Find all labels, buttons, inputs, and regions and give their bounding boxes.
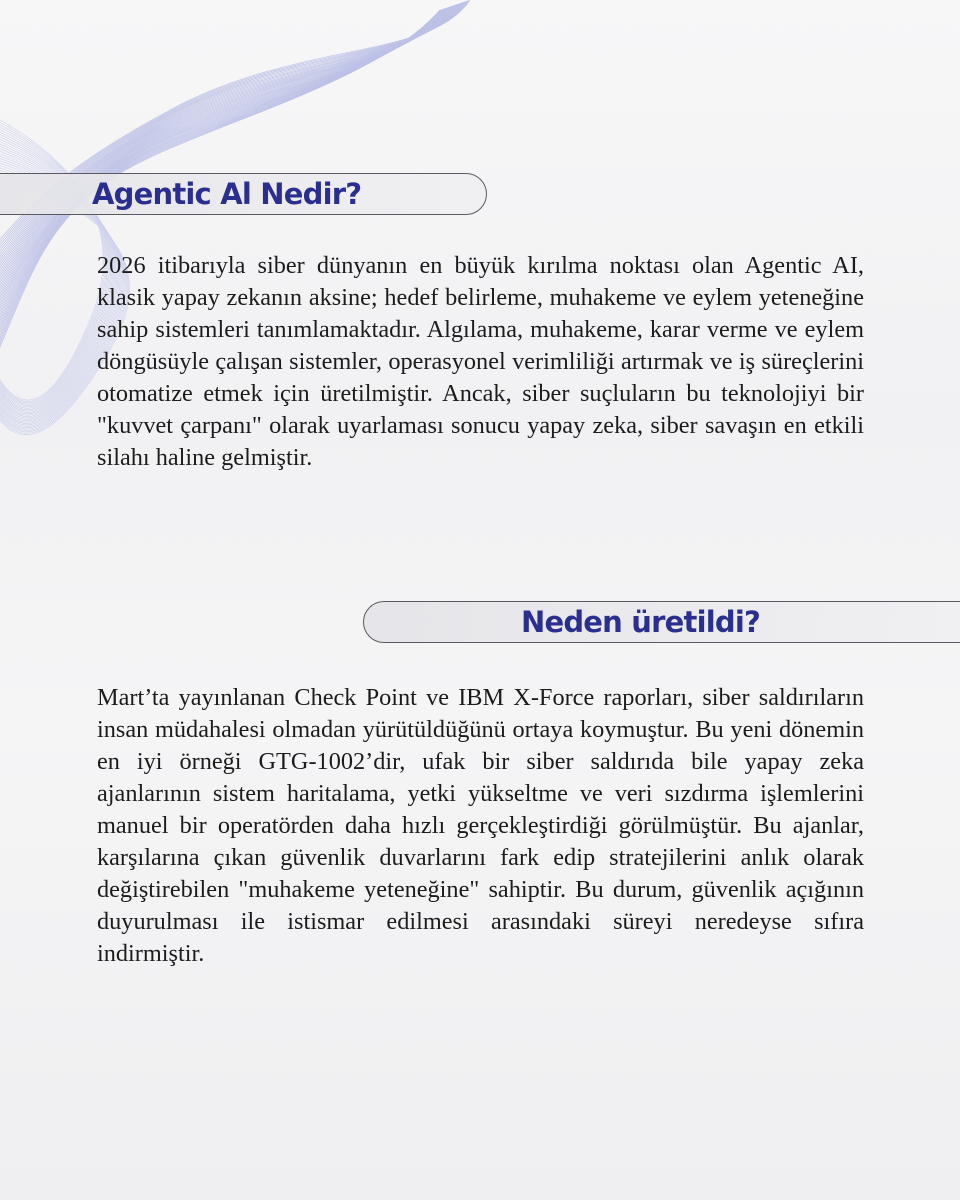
wave-line <box>0 1 466 266</box>
wave-arc <box>0 120 103 400</box>
section-heading-agentic-ai: Agentic Al Nedir? <box>92 177 362 211</box>
wave-line <box>0 2 464 276</box>
section-heading-why-built: Neden üretildi? <box>521 605 760 639</box>
wave-line <box>0 2 464 273</box>
wave-line <box>0 1 468 257</box>
wave-line <box>0 3 460 289</box>
wave-arc <box>0 130 107 406</box>
wave-line <box>0 1 468 260</box>
wave-arc <box>0 127 106 404</box>
section-heading-pill-agentic-ai <box>0 173 487 215</box>
wave-line <box>0 0 469 253</box>
wave-arc <box>0 122 104 401</box>
wave-arc <box>0 125 105 403</box>
section-body-why-built: Mart’ta yayınlanan Check Point ve IBM X-Force raporları, siber saldırıların insan müdahalesi olmadan yürütüldüğünü ortaya koymuştur. Bu yeni dönemin en iyi örneği GTG-1002’dir, ufak bir siber saldırıda bile yapay zeka ajanlarının sistem haritalama, yetki yükseltme ve veri sızdırma işlemlerini manuel bir operatörden daha hızlı gerçekleştirdiği görülmüştür. Bu ajanlar, karşılarına çıkan güvenlik duvarlarını fark edip stratejilerini anlık olarak değiştirebilen "muhakeme yeteneğine" sahiptir. Bu durum, güvenlik açığının duyurulması ile istismar edilmesi arasındaki süreyi neredeyse sıfıra indirmiştir. <box>97 684 864 967</box>
section-heading-pill-why-built <box>363 601 960 643</box>
wave-line <box>0 4 459 293</box>
section-body-agentic-ai: 2026 itibarıyla siber dünyanın en büyük kırılma noktası olan Agentic AI, klasik yapay zekanın aksine; hedef belirleme, muhakeme ve eylem yeteneğine sahip sistemleri tanımlamaktadır. Algılama, muhakeme, karar verme ve eylem döngüsüyle çalışan sistemler, operasyonel verimliliği artırmak ve iş süreçlerini otomatize etmek için üretilmiştir. Ancak, siber suçluların bu teknolojiyi bir "kuvvet çarpanı" olarak uyarlaması sonucu yapay zeka, siber savaşın en etkili silahı haline gelmiştir. <box>97 252 864 471</box>
wave-line <box>0 3 462 283</box>
wave-line <box>0 3 461 286</box>
wave-line <box>0 1 467 263</box>
wave-line <box>0 2 463 279</box>
wave-line <box>0 2 465 270</box>
